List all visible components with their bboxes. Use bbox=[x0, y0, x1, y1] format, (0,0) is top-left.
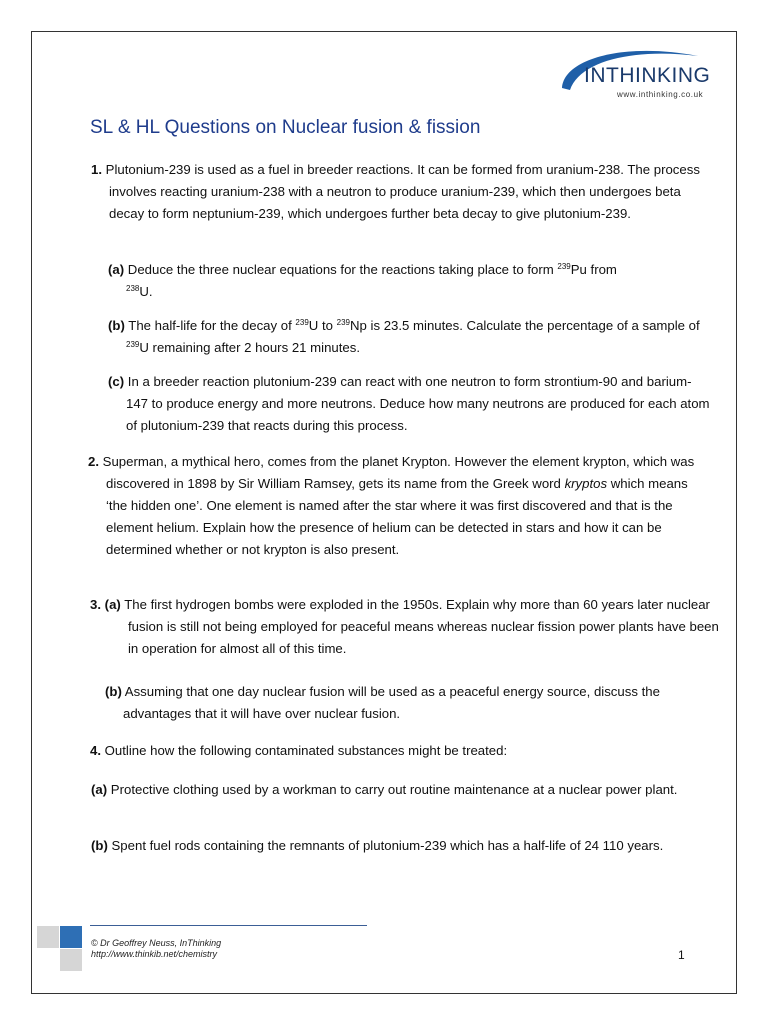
question-4 bbox=[90, 740, 690, 762]
question-2-text: which means ‘the hidden one’. One element is named after the star where it was first discovered and that is the element helium. Explain how the presence of helium can be detected in stars and how it can be determined whether or not krypton is also present. bbox=[106, 476, 688, 557]
footer-decor-square bbox=[60, 926, 82, 948]
page-title: SL & HL Questions on Nuclear fusion & fission bbox=[90, 117, 481, 138]
question-4a-label: (a) bbox=[91, 782, 108, 797]
question-2-number: 2. bbox=[88, 454, 99, 469]
question-1a-label: (a) bbox=[108, 262, 125, 277]
question-1c-label: (c) bbox=[108, 374, 125, 389]
question-1a bbox=[108, 259, 711, 303]
question-3b-label: (b) bbox=[105, 684, 122, 699]
question-4b-label: (b) bbox=[91, 838, 108, 853]
question-3-number: 3. bbox=[90, 597, 101, 612]
greek-word: kryptos bbox=[564, 476, 608, 491]
question-1 bbox=[91, 159, 709, 225]
question-1-text: Plutonium-239 is used as a fuel in breeder reactions. It can be formed from uranium-238. The process involves reacting uranium-238 with a neutron to produce uranium-239, which then undergoes beta decay to form neptunium-239, which undergoes further beta decay to give plutonium-239. bbox=[105, 162, 700, 221]
question-1a-text: Deduce the three nuclear equations for the reactions taking place to form bbox=[127, 262, 558, 277]
question-4-text: Outline how the following contaminated substances might be treated: bbox=[104, 743, 508, 758]
footer-author: © Dr Geoffrey Neuss, InThinking bbox=[91, 938, 222, 948]
footer-rule bbox=[90, 925, 367, 926]
mass-number-superscript: 239 bbox=[336, 318, 350, 327]
question-1a-text: U. bbox=[139, 284, 153, 299]
question-2-text: Superman, a mythical hero, comes from the planet Krypton. However the element krypton, which was discovered in 1898 by Sir William Ramsey, gets its name from the Greek word bbox=[102, 454, 695, 491]
mass-number-superscript: 239 bbox=[295, 318, 309, 327]
question-3a-label: (a) bbox=[104, 597, 121, 612]
question-3a-text: The first hydrogen bombs were exploded in the 1950s. Explain why more than 60 years later nuclear fusion is still not being employed for peaceful means whereas nuclear fission power plants have been in operation for almost all of this time. bbox=[124, 597, 719, 656]
question-4a bbox=[91, 779, 709, 801]
question-1b-text: Np is 23.5 minutes. Calculate the percentage of a sample of bbox=[350, 318, 700, 333]
question-1b bbox=[108, 315, 711, 359]
question-4a-text: Protective clothing used by a workman to carry out routine maintenance at a nuclear power plant. bbox=[110, 782, 678, 797]
question-2 bbox=[88, 451, 709, 561]
question-1a-text: Pu from bbox=[570, 262, 617, 277]
question-1-number: 1. bbox=[91, 162, 102, 177]
mass-number-superscript: 239 bbox=[557, 262, 571, 271]
logo-url: www.inthinking.co.uk bbox=[617, 90, 704, 99]
question-3b-text: Assuming that one day nuclear fusion will be used as a peaceful energy source, discuss the advantages that it will have over nuclear fusion. bbox=[123, 684, 660, 721]
question-3b bbox=[105, 681, 709, 725]
logo-name: INTHINKING bbox=[584, 64, 711, 87]
question-1b-text: U to bbox=[308, 318, 337, 333]
question-1c-text: In a breeder reaction plutonium-239 can react with one neutron to form strontium-90 and barium-147 to produce energy and more neutrons. Deduce how many neutrons are produced for each atom of plutonium-239 that reacts during this process. bbox=[126, 374, 710, 433]
question-3a bbox=[90, 594, 728, 660]
question-1b-label: (b) bbox=[108, 318, 125, 333]
question-4b-text: Spent fuel rods containing the remnants of plutonium-239 which has a half-life of 24 110 years. bbox=[111, 838, 664, 853]
footer-credits bbox=[91, 938, 221, 960]
question-1c bbox=[108, 371, 711, 437]
footer-decor-square bbox=[37, 926, 59, 948]
question-1b-text: U remaining after 2 hours 21 minutes. bbox=[139, 340, 360, 355]
footer-url: http://www.thinkib.net/chemistry bbox=[91, 949, 218, 959]
question-1b-text: The half-life for the decay of bbox=[128, 318, 296, 333]
question-4b bbox=[91, 835, 709, 857]
footer-decor-square bbox=[60, 949, 82, 971]
mass-number-superscript: 239 bbox=[126, 340, 140, 349]
question-4-number: 4. bbox=[90, 743, 101, 758]
page-number: 1 bbox=[678, 948, 685, 962]
mass-number-superscript: 238 bbox=[126, 284, 140, 293]
inthinking-logo bbox=[556, 40, 711, 104]
